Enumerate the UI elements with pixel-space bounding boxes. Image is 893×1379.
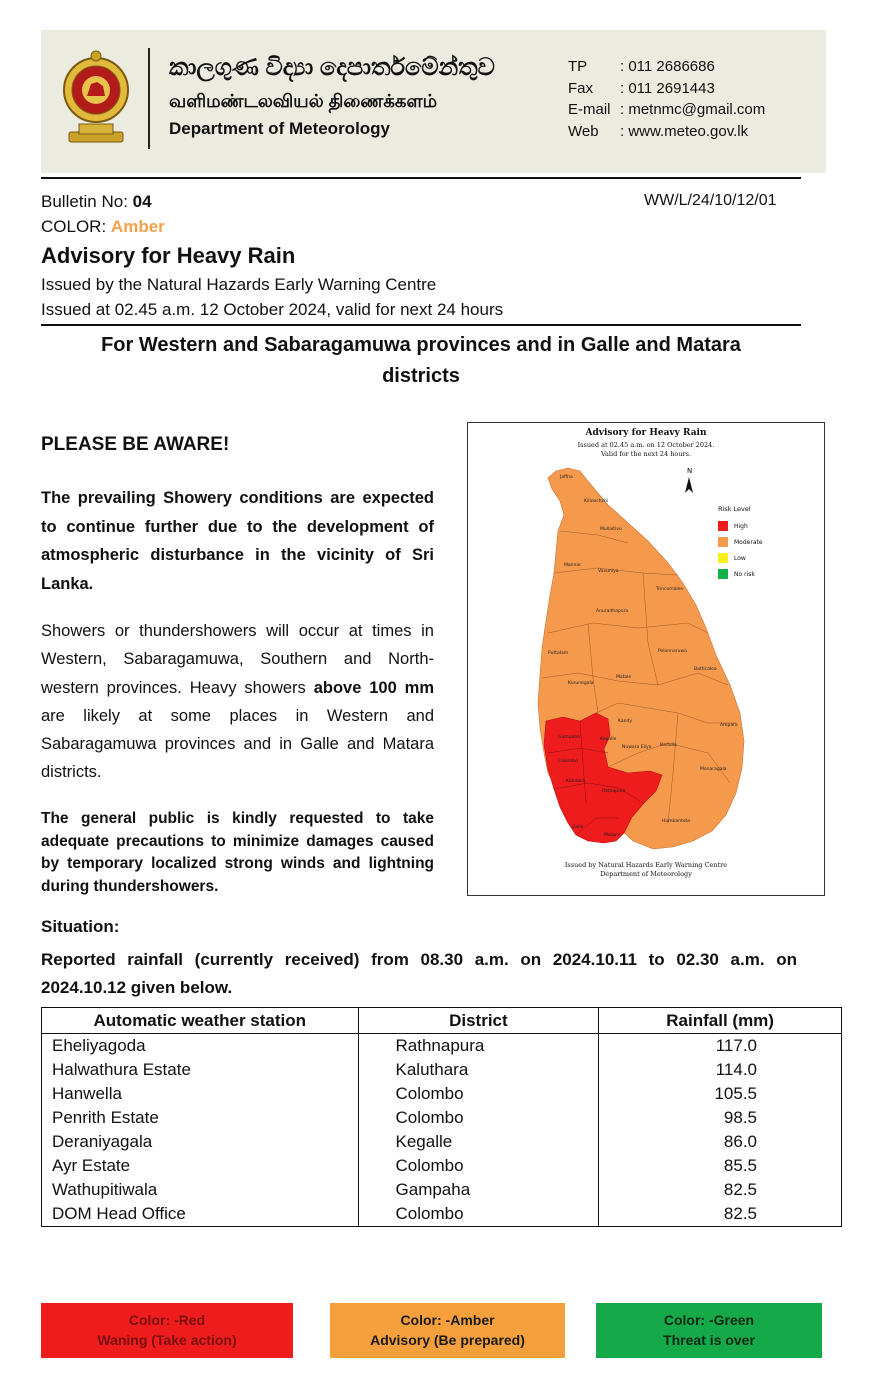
map-subtitle: Issued at 02.45 a.m. on 12 October 2024. Valid for the next 24 hours. (577, 441, 715, 458)
north-arrow-icon (685, 477, 693, 493)
contact-block (568, 56, 765, 142)
top-rule (41, 177, 801, 179)
district-label: Nuwara Eliya (622, 745, 652, 750)
district-label: Matara (604, 833, 620, 838)
district-cell: Colombo (358, 1202, 599, 1227)
table-row (42, 1178, 842, 1202)
rainfall-cell: 117.0 (599, 1034, 842, 1059)
sri-lanka-emblem-icon (61, 48, 131, 148)
rainfall-table (41, 1007, 842, 1227)
org-name-sinhala: කාලගුණ විද්‍යා දෙපාර්තමේන්තුව (169, 54, 495, 81)
district-label: Matale (616, 675, 632, 680)
district-label: Kalutara (566, 779, 585, 784)
color-code-red: Color: -Red Waning (Take action) (41, 1303, 293, 1358)
district-label: Jaffna (560, 475, 573, 480)
district-label: Polonnaruwa (658, 649, 687, 654)
sri-lanka-map (468, 423, 824, 895)
color-code-green: Color: -Green Threat is over (596, 1303, 822, 1358)
district-label: Mannar (564, 563, 581, 568)
rainfall-cell: 105.5 (599, 1082, 842, 1106)
district-label: Ratnapura (602, 789, 626, 794)
district-label: Ampara (720, 723, 738, 728)
issued-at: Issued at 02.45 a.m. 12 October 2024, valid for next 24 hours (41, 300, 504, 319)
district-label: Anuradhapura (596, 609, 629, 614)
district-cell: Colombo (358, 1082, 599, 1106)
aware-heading: PLEASE BE AWARE! (41, 434, 230, 455)
district-label: Galle (572, 825, 584, 830)
district-cell: Colombo (358, 1154, 599, 1178)
rainfall-cell: 114.0 (599, 1058, 842, 1082)
bulletin-number: Bulletin No: 04 (41, 192, 152, 211)
station-cell: Penrith Estate (42, 1106, 359, 1130)
legend-no-risk: No risk (718, 566, 763, 582)
district-label: Batticaloa (694, 667, 717, 672)
rainfall-cell: 82.5 (599, 1202, 842, 1227)
map-footer: Issued by Natural Hazards Early Warning Centre Department of Meteorology (564, 861, 728, 878)
district-cell: Colombo (358, 1106, 599, 1130)
rainfall-intro: Reported rainfall (currently received) from 08.30 a.m. on 2024.10.11 to 02.30 a.m. on 2024.10.12 given below. (41, 950, 797, 997)
legend-low: Low (718, 550, 763, 566)
issued-by: Issued by the Natural Hazards Early Warning Centre (41, 275, 437, 294)
contact-fax: Fax : 011 2691443 (568, 79, 715, 97)
district-label: Kurunegala (568, 681, 594, 686)
district-cell: Gampaha (358, 1178, 599, 1202)
district-cell: Rathnapura (358, 1034, 599, 1059)
paragraph-forecast: Showers or thundershowers will occur at times in Western, Sabaragamuwa, Southern and North-western provinces. Heavy showers above 100 mm are likely at some places in Western and Sabaragamuwa provinces and in Galle and Matara districts. (41, 622, 434, 782)
contact-web: Web : www.meteo.gov.lk (568, 122, 749, 140)
color-value: Amber (110, 217, 165, 236)
table-row (42, 1130, 842, 1154)
district-cell: Kaluthara (358, 1058, 599, 1082)
district-label: Kandy (618, 719, 633, 724)
color-code-amber: Color: -Amber Advisory (Be prepared) (330, 1303, 565, 1358)
station-cell: Ayr Estate (42, 1154, 359, 1178)
district-label: Trincomalee (656, 587, 684, 592)
table-header-row (42, 1008, 842, 1034)
rainfall-cell: 98.5 (599, 1106, 842, 1130)
district-label: Puttalam (548, 651, 569, 656)
district-label: Monaragala (700, 767, 727, 772)
paragraph-precautions: The general public is kindly requested to take adequate precautions to minimize damages caused by temporary localized strong winds and lightning during thundershowers. (41, 810, 434, 895)
station-cell: DOM Head Office (42, 1202, 359, 1227)
legend-moderate: Moderate (718, 534, 763, 550)
map-title: Advisory for Heavy Rain (585, 428, 707, 438)
situation-heading: Situation: (41, 917, 120, 936)
org-name-tamil: வளிமண்டலவியல் திணைக்களம் (169, 91, 438, 111)
org-name-english: Department of Meteorology (169, 119, 391, 138)
district-label: Gampaha (558, 735, 580, 740)
table-row (42, 1082, 842, 1106)
station-cell: Wathupitiwala (42, 1178, 359, 1202)
station-cell: Halwathura Estate (42, 1058, 359, 1082)
district-label: Hambantota (662, 819, 691, 824)
paragraph-conditions: The prevailing Showery conditions are expected to continue further due to the development of atmospheric disturbance in the vicinity of Sri Lanka. (41, 489, 434, 593)
north-label: N (687, 467, 693, 475)
letterhead (41, 30, 826, 173)
mid-rule (41, 324, 801, 326)
contact-email: E-mail : metnmc@gmail.com (568, 101, 766, 118)
district-label: Vavuniya (598, 569, 619, 574)
station-cell: Hanwella (42, 1082, 359, 1106)
region-heading-line2: districts (382, 365, 460, 387)
advisory-title: Advisory for Heavy Rain (41, 243, 296, 268)
rainfall-cell: 85.5 (599, 1154, 842, 1178)
rainfall-cell: 86.0 (599, 1130, 842, 1154)
district-cell: Kegalle (358, 1130, 599, 1154)
station-cell: Deraniyagala (42, 1130, 359, 1154)
legend-high: High (718, 518, 763, 534)
table-row (42, 1154, 842, 1178)
risk-map (467, 422, 825, 896)
map-legend: Risk Level High Moderate Low No risk (718, 505, 763, 582)
region-heading-line1: For Western and Sabaragamuwa provinces and in Galle and Matara (101, 334, 741, 356)
rain-threshold: above 100 mm (313, 678, 434, 697)
district-label: Colombo (558, 759, 578, 764)
header-rainfall: Rainfall (mm) (599, 1008, 842, 1034)
district-label: Kegalle (600, 737, 617, 742)
table-row (42, 1034, 842, 1059)
header-district: District (358, 1008, 599, 1034)
contact-phone: TP : 011 2686686 (568, 58, 715, 75)
table-row (42, 1058, 842, 1082)
header-station: Automatic weather station (42, 1008, 359, 1034)
header-divider (148, 48, 150, 149)
rainfall-cell: 82.5 (599, 1178, 842, 1202)
bulletin-color: COLOR: Amber (41, 217, 165, 236)
bulletin-reference: WW/L/24/10/12/01 (644, 192, 777, 209)
station-cell: Eheliyagoda (42, 1034, 359, 1059)
district-label: Badulla (660, 743, 677, 748)
table-row (42, 1106, 842, 1130)
district-label: Mullaitivu (600, 527, 622, 532)
district-label: Kilinochchi (584, 499, 609, 504)
table-row (42, 1202, 842, 1227)
